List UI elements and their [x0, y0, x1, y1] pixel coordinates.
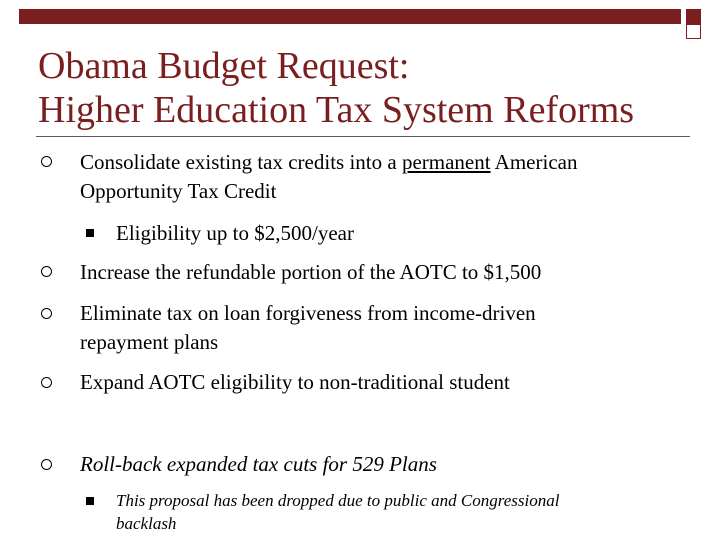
sub-bullet-text: Eligibility up to $2,500/year	[116, 221, 354, 245]
hollow-circle-bullet-icon	[41, 377, 52, 388]
bullet-text-line-2: repayment plans	[80, 330, 219, 354]
bullet-text: Increase the refundable portion of the AOTC to $1,500	[80, 260, 542, 284]
underlined-word: permanent	[401, 150, 491, 174]
hollow-circle-bullet-icon	[41, 266, 52, 277]
corner-square-filled	[686, 9, 701, 24]
bullet-text-segment: Consolidate existing tax credits into a	[80, 150, 402, 174]
hollow-circle-bullet-icon	[41, 156, 52, 167]
title-divider	[36, 136, 690, 137]
slide-title-line-2: Higher Education Tax System Reforms	[38, 89, 635, 131]
corner-square-outline	[686, 24, 701, 39]
square-bullet-icon	[86, 229, 94, 237]
bullet-text: Roll-back expanded tax cuts for 529 Plans	[80, 452, 437, 476]
hollow-circle-bullet-icon	[41, 308, 52, 319]
square-bullet-icon	[86, 497, 94, 505]
bullet-text: Expand AOTC eligibility to non-traditional student	[80, 370, 510, 394]
bullet-text-segment: American	[490, 150, 578, 174]
hollow-circle-bullet-icon	[41, 459, 52, 470]
header-accent-bar	[19, 9, 681, 24]
bullet-text-line-1: Eliminate tax on loan forgiveness from income-driven	[80, 301, 536, 325]
bullet-text-line-2: Opportunity Tax Credit	[80, 179, 277, 203]
slide-title-line-1: Obama Budget Request:	[38, 45, 410, 87]
sub-bullet-text-line-1: This proposal has been dropped due to public and Congressional	[116, 491, 560, 510]
slide-title	[38, 44, 698, 132]
sub-bullet-text-line-2: backlash	[116, 514, 177, 533]
bullet-text-line-1	[80, 148, 577, 177]
corner-decoration	[686, 9, 701, 39]
